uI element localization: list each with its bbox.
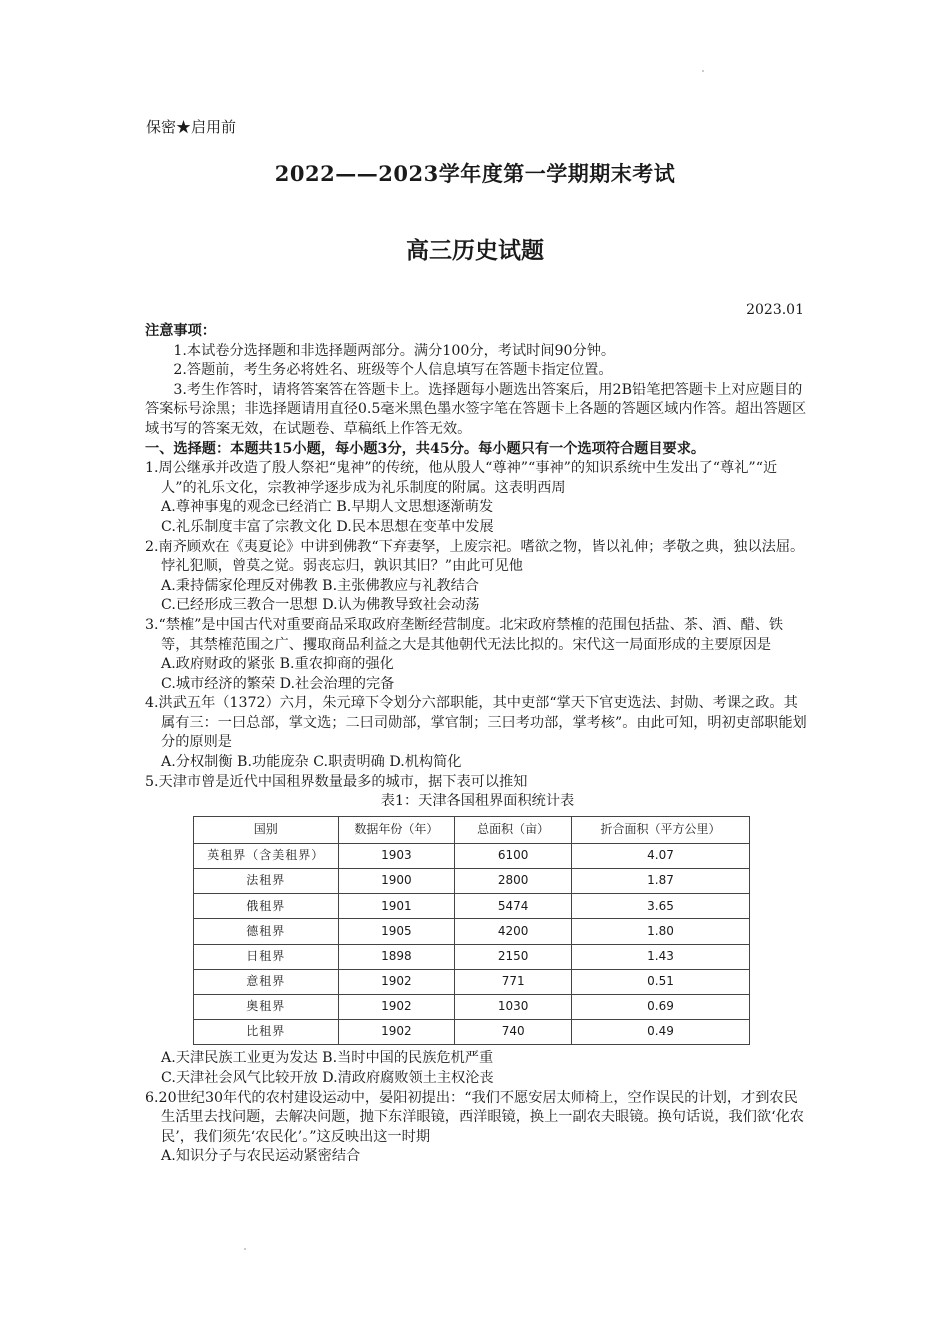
table-row — [194, 944, 750, 969]
table-cell: 1.87 — [572, 869, 750, 894]
question-option: A.政府财政的紧张 B.重农抑商的强化 — [161, 656, 394, 673]
question-option: A.天津民族工业更为发达 B.当时中国的民族危机严重 — [161, 1050, 494, 1067]
question-option: C.已经形成三教合一思想 D.认为佛教导致社会动荡 — [161, 597, 480, 614]
table-row — [194, 994, 750, 1019]
section-heading: 一、选择题：本题共15小题，每小题3分，共45分。每小题只有一个选项符合题目要求。 — [145, 440, 706, 457]
table-cell: 771 — [455, 969, 572, 994]
table-cell: 0.49 — [572, 1020, 750, 1045]
table-cell: 奥租界 — [194, 994, 339, 1019]
question-option: A.分权制衡 B.功能庞杂 C.职责明确 D.机构简化 — [161, 754, 462, 771]
table-cell: 1902 — [338, 1020, 455, 1045]
table-header-cell: 总面积（亩） — [455, 816, 572, 843]
table-cell: 2150 — [455, 944, 572, 969]
table-row — [194, 869, 750, 894]
question-option: C.礼乐制度丰富了宗教文化 D.民本思想在变革中发展 — [161, 518, 494, 535]
question-stem: 6.20世纪30年代的农村建设运动中，晏阳初提出：“我们不愿安居太师椅上，空作误民的计划，才到农民生活里去找问题，去解决问题，抛下东洋眼镜，西洋眼镜，换上一副农夫眼镜。换句话说，我们欲‘化农民’，我们须先‘农民化’。”这反映出这一时期 — [145, 1089, 804, 1145]
table-cell: 比租界 — [194, 1020, 339, 1045]
table-cell: 1.80 — [572, 919, 750, 944]
table-header-cell: 折合面积（平方公里） — [572, 816, 750, 843]
table-row — [194, 843, 750, 868]
table-cell: 5474 — [455, 894, 572, 919]
question-option: A.秉持儒家伦理反对佛教 B.主张佛教应与礼教结合 — [161, 577, 479, 594]
question-stem: 4.洪武五年（1372）六月，朱元璋下令划分六部职能，其中吏部“掌天下官吏选法、封勋、考课之政。其属有三：一曰总部，掌文选；二曰司勋部，掌官制；三曰考功部，掌考核”。由此可知，明初吏部职能划分的原则是 — [145, 695, 807, 751]
exam-body — [145, 322, 810, 1167]
notice-item: 1.本试卷分选择题和非选择题两部分。满分100分，考试时间90分钟。 — [173, 342, 616, 359]
table-header-cell: 数据年份（年） — [338, 816, 455, 843]
table-cell: 1901 — [338, 894, 455, 919]
table-row — [194, 1020, 750, 1045]
table-cell: 1030 — [455, 994, 572, 1019]
question-stem: 3.“禁榷”是中国古代对重要商品采取政府垄断经营制度。北宋政府禁榷的范围包括盐、茶、酒、醋、铁等，其禁榷范围之广、攫取商品利益之大是其他朝代无法比拟的。宋代这一局面形成的主要原因是 — [145, 616, 784, 653]
table-cell: 法租界 — [194, 869, 339, 894]
table-row — [194, 919, 750, 944]
table-cell: 6100 — [455, 843, 572, 868]
table-cell: 0.51 — [572, 969, 750, 994]
table-row — [194, 969, 750, 994]
question-stem: 2.南齐顾欢在《夷夏论》中讲到佛教“下弃妻孥，上废宗祀。嗜欲之物，皆以礼伸；孝敬之典，独以法屈。悖礼犯顺，曾莫之觉。弱丧忘归，孰识其旧？”由此可见他 — [145, 538, 805, 575]
table-cell: 4200 — [455, 919, 572, 944]
scan-speck — [244, 1248, 246, 1250]
table-cell: 日租界 — [194, 944, 339, 969]
notice-heading: 注意事项： — [145, 323, 216, 339]
table-cell: 1898 — [338, 944, 455, 969]
table-cell: 1905 — [338, 919, 455, 944]
notice-item: 3.考生作答时，请将答案答在答题卡上。选择题每小题选出答案后，用2B铅笔把答题卡上对应题目的答案标号涂黑；非选择题请用直径0.5毫米黑色墨水签字笔在答题卡上各题的答题区域内作答。超出答题区域书写的答案无效，在试题卷、草稿纸上作答无效。 — [145, 381, 807, 437]
confidential-mark: 保密★启用前 — [146, 118, 237, 136]
notice-item: 2.答题前，考生务必将姓名、班级等个人信息填写在答题卡指定位置。 — [173, 362, 613, 379]
question-option: C.城市经济的繁荣 D.社会治理的完备 — [161, 675, 395, 692]
question-stem: 1.周公继承并改造了殷人祭祀“鬼神”的传统，他从殷人“尊神”“事神”的知识系统中生发出了“尊礼”“近人”的礼乐文化，宗教神学逐步成为礼乐制度的附属。这表明西周 — [145, 460, 778, 496]
table-cell: 英租界（含美租界） — [194, 843, 339, 868]
question-option: A.尊神事鬼的观念已经消亡 B.早期人文思想逐渐萌发 — [161, 499, 494, 516]
exam-title: 2022——2023学年度第一学期期末考试 — [274, 161, 676, 186]
concession-table — [193, 816, 750, 1046]
question-option: C.天津社会风气比较开放 D.清政府腐败领土主权沦丧 — [161, 1069, 494, 1086]
table-cell: 1902 — [338, 969, 455, 994]
question-stem: 5.天津市曾是近代中国租界数量最多的城市，据下表可以推知 — [145, 773, 528, 790]
table-cell: 1902 — [338, 994, 455, 1019]
table-cell: 1.43 — [572, 944, 750, 969]
table-cell: 德租界 — [194, 919, 339, 944]
table-cell: 意租界 — [194, 969, 339, 994]
exam-date: 2023.01 — [746, 302, 804, 318]
table-caption: 表1：天津各国租界面积统计表 — [380, 793, 575, 810]
scan-speck — [702, 70, 704, 72]
table-cell: 俄租界 — [194, 894, 339, 919]
table-header-cell: 国别 — [194, 816, 339, 843]
table-cell: 1900 — [338, 869, 455, 894]
exam-subtitle: 高三历史试题 — [406, 237, 544, 264]
table-cell: 3.65 — [572, 894, 750, 919]
question-option: A.知识分子与农民运动紧密结合 — [161, 1148, 361, 1165]
table-cell: 2800 — [455, 869, 572, 894]
table-cell: 1903 — [338, 843, 455, 868]
table-cell: 4.07 — [572, 843, 750, 868]
table-cell: 740 — [455, 1020, 572, 1045]
table-cell: 0.69 — [572, 994, 750, 1019]
table-row — [194, 894, 750, 919]
table-header-row — [194, 816, 750, 843]
